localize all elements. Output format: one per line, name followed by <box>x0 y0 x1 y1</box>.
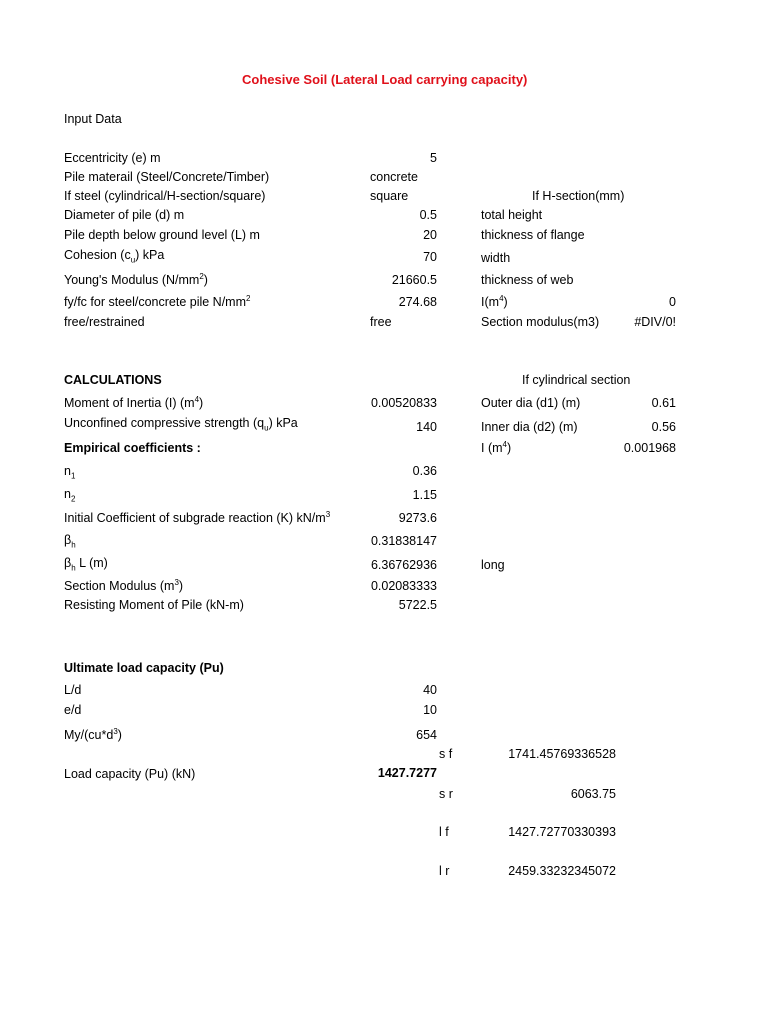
youngs-value: 21660.5 <box>391 273 437 287</box>
input-heading: Input Data <box>64 112 122 126</box>
lf-label: l f <box>439 825 449 839</box>
cyl-i-value: 0.001968 <box>623 441 676 455</box>
fixity-label: free/restrained <box>64 315 145 329</box>
pile-material-label: Pile materail (Steel/Concrete/Timber) <box>64 170 270 184</box>
beta-l-note: long <box>481 558 505 572</box>
pile-material-value: concrete <box>370 170 418 184</box>
n2-value: 1.15 <box>412 488 437 502</box>
beta-l-value: 6.36762936 <box>370 558 437 572</box>
ld-value: 40 <box>423 683 437 697</box>
depth-value: 20 <box>423 228 437 242</box>
inner-dia-label: Inner dia (d2) (m) <box>481 420 578 434</box>
eccentricity-label: Eccentricity (e) m <box>64 151 161 165</box>
sf-label: s f <box>439 747 453 761</box>
youngs-label: Young's Modulus $(N/mm^2)$ <box>64 271 208 287</box>
lf-value: 1427.72770330393 <box>508 825 616 839</box>
h-web-label: thickness of web <box>481 273 574 287</box>
outer-dia-value: 0.61 <box>651 396 676 410</box>
ucs-value: 140 <box>416 420 437 434</box>
lr-label: l r <box>439 864 450 878</box>
fyfc-label: fy/fc for steel/concrete pile $N/mm^2$ <box>64 293 251 309</box>
empirical-label: Empirical coefficients : <box>64 441 201 455</box>
diameter-label: Diameter of pile (d) m <box>64 208 185 222</box>
if-steel-value: square <box>370 189 409 203</box>
section-modulus-label: Section Modulus $(m^3)$ <box>64 577 184 593</box>
h-section-modulus-label: Section modulus(m3) <box>481 315 600 329</box>
h-i-label: $I(m^4)$ <box>481 293 508 309</box>
beta-l-label: $\beta_h$ L (m) <box>64 556 108 573</box>
beta-h-label: $\beta_h$ <box>64 533 76 550</box>
k-label: Initial Coefficient of subgrade reaction (K) $kN/m^3$ <box>64 509 331 525</box>
sr-value: 6063.75 <box>570 787 616 801</box>
h-total-height-label: total height <box>481 208 543 222</box>
n1-label: $n_1$ <box>64 464 76 481</box>
fixity-value: free <box>370 315 392 329</box>
beta-h-value: 0.31838147 <box>370 534 437 548</box>
page-title: Cohesive Soil (Lateral Load carrying capacity) <box>242 72 528 87</box>
n1-value: 0.36 <box>412 464 437 478</box>
h-section-heading: If H-section(mm) <box>532 189 625 203</box>
sr-label: s r <box>439 787 453 801</box>
n2-label: $n_2$ <box>64 487 76 504</box>
depth-label: Pile depth below ground level (L) m <box>64 228 260 242</box>
fyfc-value: 274.68 <box>398 295 437 309</box>
cohesion-value: 70 <box>423 250 437 264</box>
diameter-value: 0.5 <box>419 208 437 222</box>
ed-value: 10 <box>423 703 437 717</box>
load-capacity-label: Load capacity (Pu) (kN) <box>64 767 196 781</box>
cylindrical-heading: If cylindrical section <box>522 373 631 387</box>
moment-inertia-value: 0.00520833 <box>370 396 437 410</box>
ed-label: e/d <box>64 703 82 717</box>
ucs-label: Unconfined compressive strength $(q_u)$ kPa <box>64 416 298 433</box>
outer-dia-label: Outer dia (d1) (m) <box>481 396 581 410</box>
resisting-moment-label: Resisting Moment of Pile (kN-m) <box>64 598 244 612</box>
h-i-value: 0 <box>669 295 676 309</box>
cyl-i-label: I $(m^4)$ <box>481 439 512 455</box>
ultimate-heading: Ultimate load capacity (Pu) <box>64 661 224 675</box>
section-modulus-value: 0.02083333 <box>370 579 437 593</box>
if-steel-label: If steel (cylindrical/H-section/square) <box>64 189 266 203</box>
cohesion-label: Cohesion $(c_u)$ kPa <box>64 248 165 265</box>
my-label: $My/(cu*d^3)$ <box>64 726 122 742</box>
h-section-modulus-value: #DIV/0! <box>634 315 676 329</box>
h-flange-label: thickness of flange <box>481 228 585 242</box>
calculations-heading: CALCULATIONS <box>64 373 162 387</box>
ld-label: L/d <box>64 683 82 697</box>
h-width-label: width <box>481 251 511 265</box>
load-capacity-value: 1427.7277 <box>377 766 437 780</box>
my-value: 654 <box>416 728 437 742</box>
sf-value: 1741.45769336528 <box>508 747 616 761</box>
inner-dia-value: 0.56 <box>651 420 676 434</box>
k-value: 9273.6 <box>398 511 437 525</box>
lr-value: 2459.33232345072 <box>508 864 616 878</box>
moment-inertia-label: Moment of Inertia (I) $(m^4)$ <box>64 394 204 410</box>
eccentricity-value: 5 <box>430 151 437 165</box>
resisting-moment-value: 5722.5 <box>398 598 437 612</box>
